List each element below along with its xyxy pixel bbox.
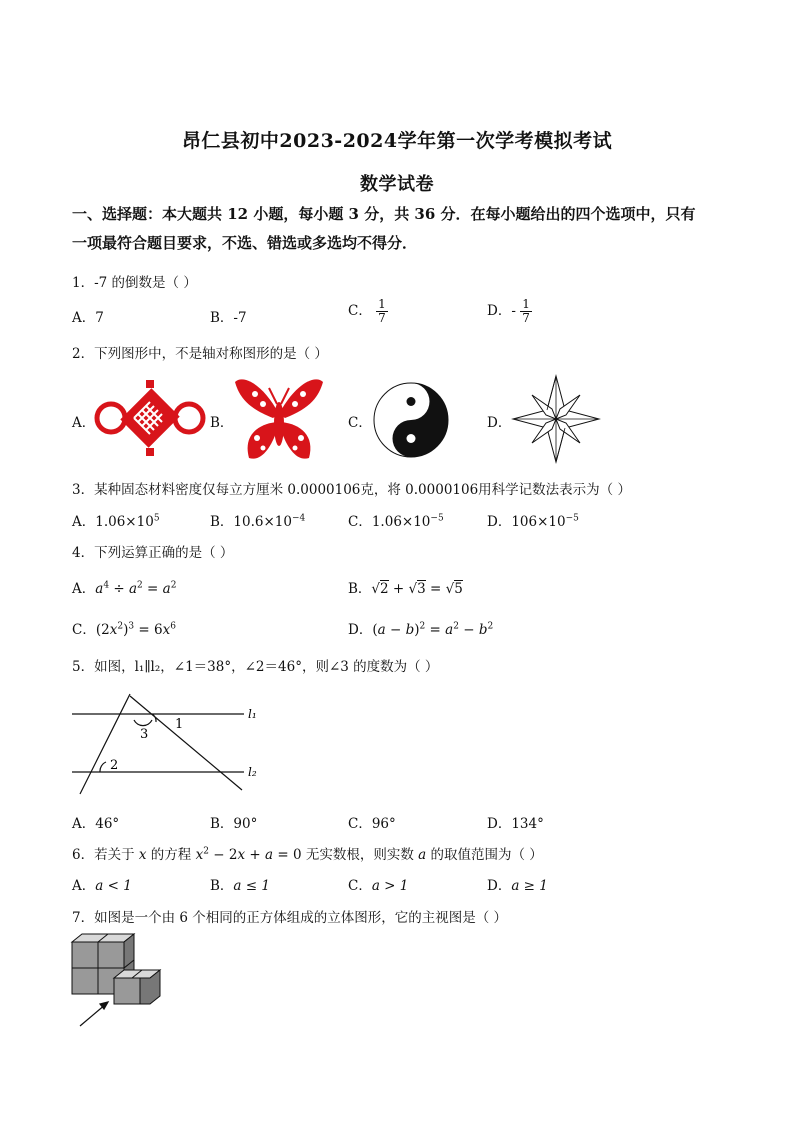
question-1-stem: 1．-7 的倒数是（ ） bbox=[72, 275, 197, 291]
q2-option-a[interactable]: A． bbox=[72, 415, 96, 431]
question-5-stem: 5．如图，l₁∥l₂，∠1＝38°，∠2＝46°，则∠3 的度数为（ ） bbox=[72, 659, 439, 675]
q4-option-b[interactable]: B．√2 + √3 = √5 bbox=[348, 581, 463, 597]
q6-option-d[interactable]: D．a ≥ 1 bbox=[487, 878, 548, 894]
q2-option-c[interactable]: C． bbox=[348, 415, 372, 431]
section-line-1: 一、选择题：本大题共 12 小题，每小题 3 分，共 36 分．在每小题给出的四个选项中，只有 bbox=[72, 205, 696, 223]
parallel-lines-figure bbox=[72, 690, 272, 800]
q3-option-d[interactable]: D．$106\times 10^{-5}$ bbox=[487, 513, 579, 530]
q1-d-fraction: $\frac{1}{7}$ bbox=[522, 297, 530, 325]
q4-option-a[interactable]: A．$a^4 \div a^2 = a^2$ bbox=[72, 580, 177, 597]
compass-star-icon bbox=[512, 375, 600, 463]
section-line-2: 一项最符合题目要求，不选、错选或多选均不得分． bbox=[72, 234, 418, 252]
q5-option-b[interactable]: B．90° bbox=[210, 816, 258, 832]
butterfly-icon bbox=[233, 374, 325, 464]
chinese-knot-icon bbox=[94, 378, 206, 458]
angle-1-label: 1 bbox=[175, 717, 184, 732]
q3-option-c[interactable]: C．$1.06\times 10^{-5}$ bbox=[348, 513, 444, 530]
q5-option-a[interactable]: A．46° bbox=[72, 816, 120, 832]
question-6-stem: 6．若关于 x 的方程 $x^2 - 2x + a = 0$ 无实数根，则实数 a 的取值范围为（ ） bbox=[72, 846, 543, 863]
yin-yang-icon bbox=[372, 381, 450, 459]
q4-option-d[interactable]: D．$(a - b)^2 = a^2 - b^2$ bbox=[348, 621, 494, 638]
q1-c-fraction: $\frac{1}{7}$ bbox=[378, 297, 386, 325]
question-2-stem: 2．下列图形中，不是轴对称图形的是（ ） bbox=[72, 346, 328, 362]
question-3-stem: 3．某种固态材料密度仅每立方厘米 0.0000106克，将 0.0000106用科学记数法表示为（ ） bbox=[72, 482, 631, 498]
q1-option-d[interactable] bbox=[487, 298, 532, 325]
angle-2-label: 2 bbox=[110, 758, 119, 773]
question-4-stem: 4．下列运算正确的是（ ） bbox=[72, 545, 234, 561]
angle-3-label: 3 bbox=[140, 727, 149, 742]
q2-option-d[interactable]: D． bbox=[487, 415, 512, 431]
q1-option-b[interactable]: B．-7 bbox=[210, 310, 247, 326]
cubes-figure bbox=[68, 930, 168, 1030]
q4-option-c[interactable]: C．$(2x^2)^3 = 6x^6$ bbox=[72, 621, 176, 638]
question-7-stem: 7．如图是一个由 6 个相同的正方体组成的立体图形，它的主视图是（ ） bbox=[72, 910, 508, 926]
q6-option-b[interactable]: B．a ≤ 1 bbox=[210, 878, 270, 894]
q5-option-c[interactable]: C．96° bbox=[348, 816, 396, 832]
q2-option-b[interactable]: B． bbox=[210, 415, 234, 431]
q5-option-d[interactable]: D．134° bbox=[487, 816, 544, 832]
q3-option-a[interactable]: A．$1.06\times 10^5$ bbox=[72, 513, 160, 530]
q1-c-label: C． bbox=[348, 303, 372, 319]
q6-option-a[interactable]: A．a < 1 bbox=[72, 878, 132, 894]
q1-option-c[interactable] bbox=[348, 298, 388, 325]
label-l1: l₁ bbox=[248, 707, 257, 721]
label-l2: l₂ bbox=[248, 765, 257, 779]
section-heading bbox=[72, 200, 722, 258]
exam-title: 昂仁县初中2023-2024学年第一次学考模拟考试 bbox=[181, 130, 613, 152]
q1-d-label: D．- bbox=[487, 303, 516, 319]
q1-option-a[interactable]: A．7 bbox=[72, 310, 104, 326]
q3-option-b[interactable]: B．$10.6\times 10^{-4}$ bbox=[210, 513, 306, 530]
exam-subtitle: 数学试卷 bbox=[360, 174, 434, 195]
q6-option-c[interactable]: C．a > 1 bbox=[348, 878, 409, 894]
